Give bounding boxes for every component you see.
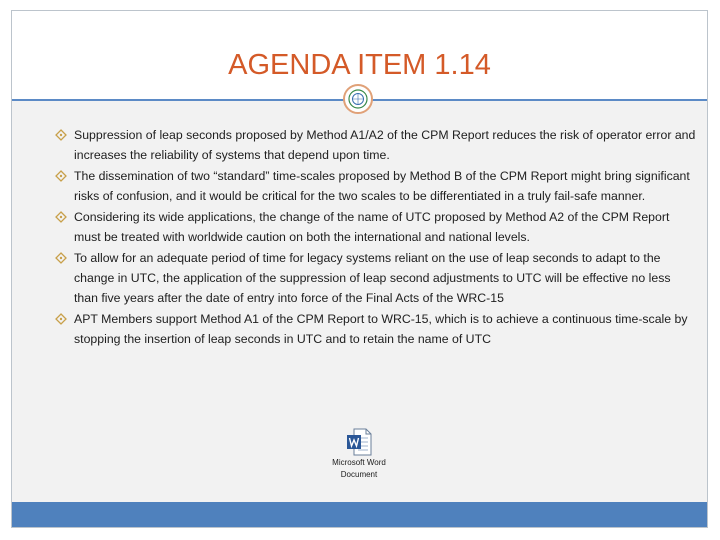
document-label-line1: Microsoft Word bbox=[332, 458, 386, 467]
bullet-icon bbox=[55, 170, 67, 182]
bullet-text: To allow for an adequate period of time for legacy systems reliant on the use of leap seconds to adapt to the change in UTC, the application of the suppression of leap second adjustments to UTC will be effective no less than five years after the date of entry into force of the Final Acts of the WRC-15 bbox=[74, 251, 671, 305]
bullet-list bbox=[56, 125, 696, 350]
emblem-icon bbox=[343, 84, 373, 114]
slide-title: AGENDA ITEM 1.14 bbox=[228, 49, 491, 81]
bullet-item bbox=[56, 309, 696, 349]
bullet-item bbox=[56, 207, 696, 247]
bullet-icon bbox=[55, 313, 67, 325]
footer-bar bbox=[12, 502, 707, 527]
bullet-item bbox=[56, 248, 696, 308]
bullet-icon bbox=[55, 211, 67, 223]
bullet-icon bbox=[55, 129, 67, 141]
bullet-text: Suppression of leap seconds proposed by Method A1/A2 of the CPM Report reduces the risk of operator error and increases the reliability of systems that depend upon time. bbox=[74, 128, 696, 162]
bullet-item bbox=[56, 166, 696, 206]
document-label-line2: Document bbox=[340, 470, 378, 479]
bullet-text: APT Members support Method A1 of the CPM Report to WRC-15, which is to achieve a continuous time-scale by stopping the insertion of leap seconds in UTC and to retain the name of UTC bbox=[74, 312, 688, 346]
word-document-icon bbox=[346, 428, 372, 456]
bullet-icon bbox=[55, 252, 67, 264]
bullet-text: Considering its wide applications, the change of the name of UTC proposed by Method A2 of the CPM Report must be treated with worldwide caution on both the international and national levels. bbox=[74, 210, 670, 244]
bullet-text: The dissemination of two “standard” time-scales proposed by Method B of the CPM Report might bring significant risks of confusion, and it would be critical for the two scales to be differentiated in a truly fail-safe manner. bbox=[74, 169, 690, 203]
bullet-item bbox=[56, 125, 696, 165]
embedded-word-document[interactable] bbox=[323, 428, 395, 482]
